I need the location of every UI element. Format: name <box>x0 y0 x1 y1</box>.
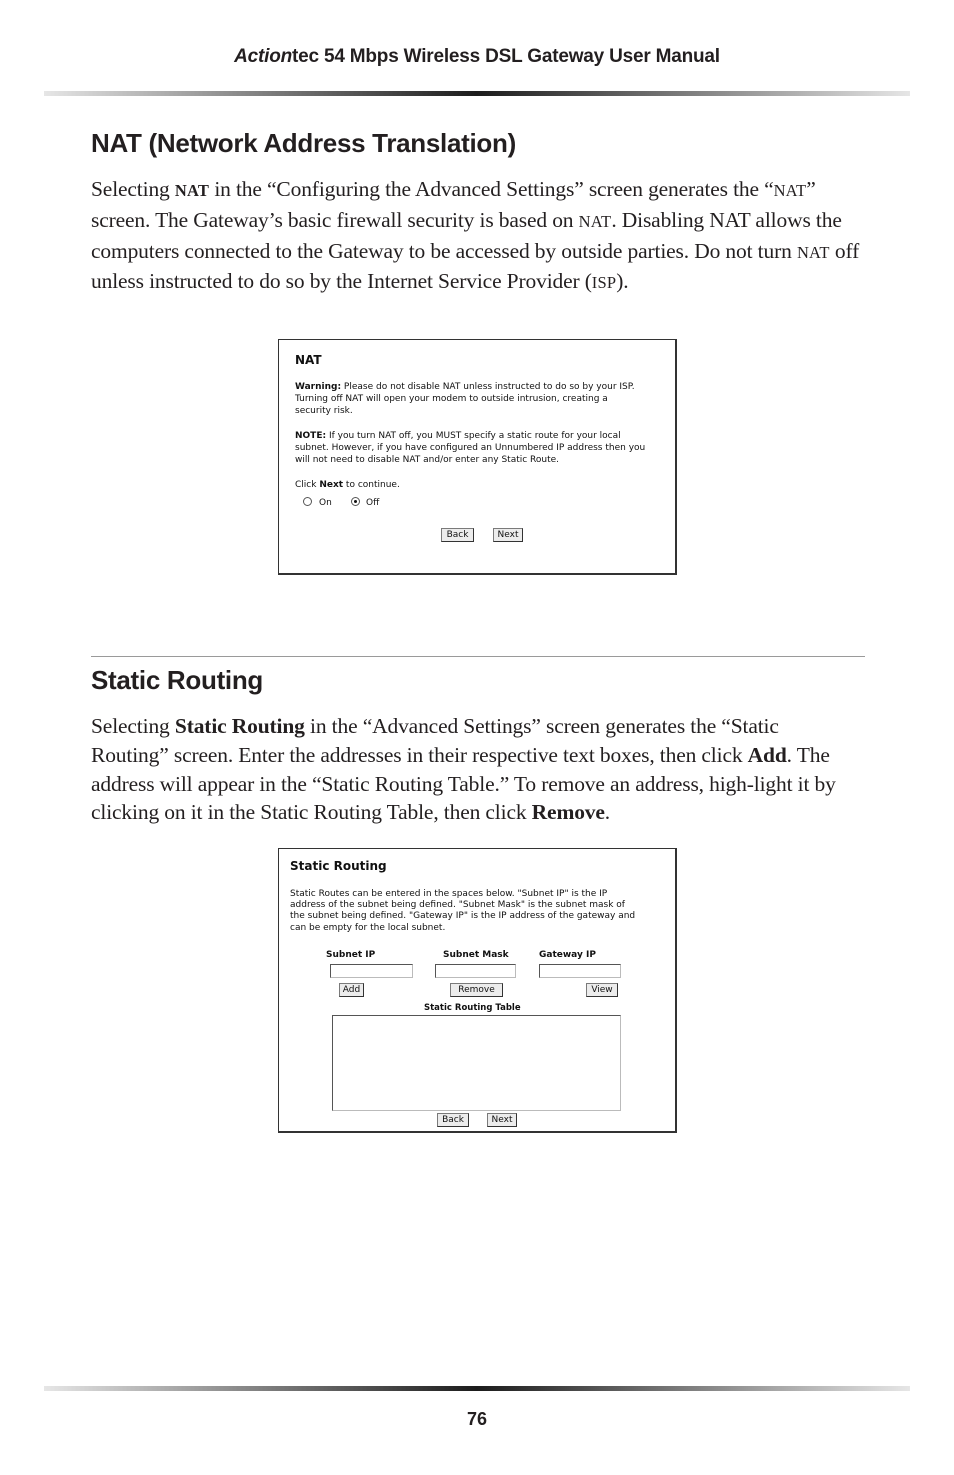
static-screen-title: Static Routing <box>290 859 387 873</box>
desc-line-1: Static Routes can be entered in the spaces below. "Subnet IP" is the IP <box>290 889 608 899</box>
back-button[interactable]: Back <box>441 528 474 542</box>
static-routing-paragraph: Selecting Static Routing in the “Advanced Settings” screen generates the “Static Routing” screen. Enter the addresses in their respective text boxes, then click Add. The address will appear in the “Static Routing Table.” To remove an address, high-light it by clicking on it in the Static Routing Table, then click Remove. <box>91 714 836 825</box>
next-button[interactable]: Next <box>493 528 523 542</box>
warning-line-1: Warning: Please do not disable NAT unless instructed to do so by your ISP. <box>295 382 635 392</box>
click-next-instruction: Click Next to continue. <box>295 480 400 490</box>
static-routing-screenshot <box>278 848 677 1133</box>
nat-on-label: On <box>319 498 332 508</box>
view-button[interactable]: View <box>586 983 618 997</box>
running-header <box>0 46 954 68</box>
gateway-ip-input[interactable] <box>539 964 621 978</box>
subnet-ip-input[interactable] <box>330 964 413 978</box>
add-button[interactable]: Add <box>339 983 364 997</box>
header-rule <box>44 91 910 96</box>
brand-italic: Action <box>234 46 293 67</box>
back-button[interactable]: Back <box>437 1113 469 1127</box>
nat-heading: NAT (Network Address Translation) <box>91 128 516 158</box>
next-button[interactable]: Next <box>487 1113 517 1127</box>
subnet-mask-input[interactable] <box>435 964 516 978</box>
footer-rule <box>44 1386 910 1391</box>
static-routing-table[interactable] <box>332 1015 621 1111</box>
page-number: 76 <box>466 1409 488 1429</box>
gateway-ip-label: Gateway IP <box>539 950 596 960</box>
warning-line-2: Turning off NAT will open your modem to outside intrusion, creating a <box>295 394 608 404</box>
nat-off-radio[interactable] <box>351 497 360 506</box>
routing-table-label: Static Routing Table <box>424 1003 521 1013</box>
note-line-1: NOTE: If you turn NAT off, you MUST specify a static route for your local <box>295 431 621 441</box>
nat-paragraph: Selecting NAT in the “Configuring the Advanced Settings” screen generates the “NAT” screen. The Gateway’s basic firewall security is based on NAT. Disabling NAT allows the computers connected to the Gateway to be accessed by outside parties. Do not turn NAT off unless instructed to do so by the Internet Service Provider (ISP). <box>91 177 860 294</box>
note-line-2: subnet. However, if you have configured an Unnumbered IP address then you <box>295 443 646 453</box>
nat-screenshot <box>278 339 677 575</box>
warning-line-3: security risk. <box>295 406 353 416</box>
desc-line-3: the subnet being defined. "Gateway IP" is the IP address of the gateway and <box>290 911 636 921</box>
note-line-3: will not need to disable NAT and/or enter any Static Route. <box>295 455 560 465</box>
nat-off-label: Off <box>366 498 380 508</box>
desc-line-4: can be empty for the local subnet. <box>290 923 446 933</box>
nat-screen-title: NAT <box>295 353 322 367</box>
header-title: tec 54 Mbps Wireless DSL Gateway User Manual <box>292 46 720 67</box>
static-routing-heading: Static Routing <box>91 665 264 695</box>
subnet-ip-label: Subnet IP <box>326 950 376 960</box>
remove-button[interactable]: Remove <box>450 983 503 997</box>
nat-on-radio[interactable] <box>303 497 312 506</box>
desc-line-2: address of the subnet being defined. "Subnet Mask" is the subnet mask of <box>290 900 625 910</box>
subnet-mask-label: Subnet Mask <box>443 950 509 960</box>
section-divider <box>91 656 865 657</box>
